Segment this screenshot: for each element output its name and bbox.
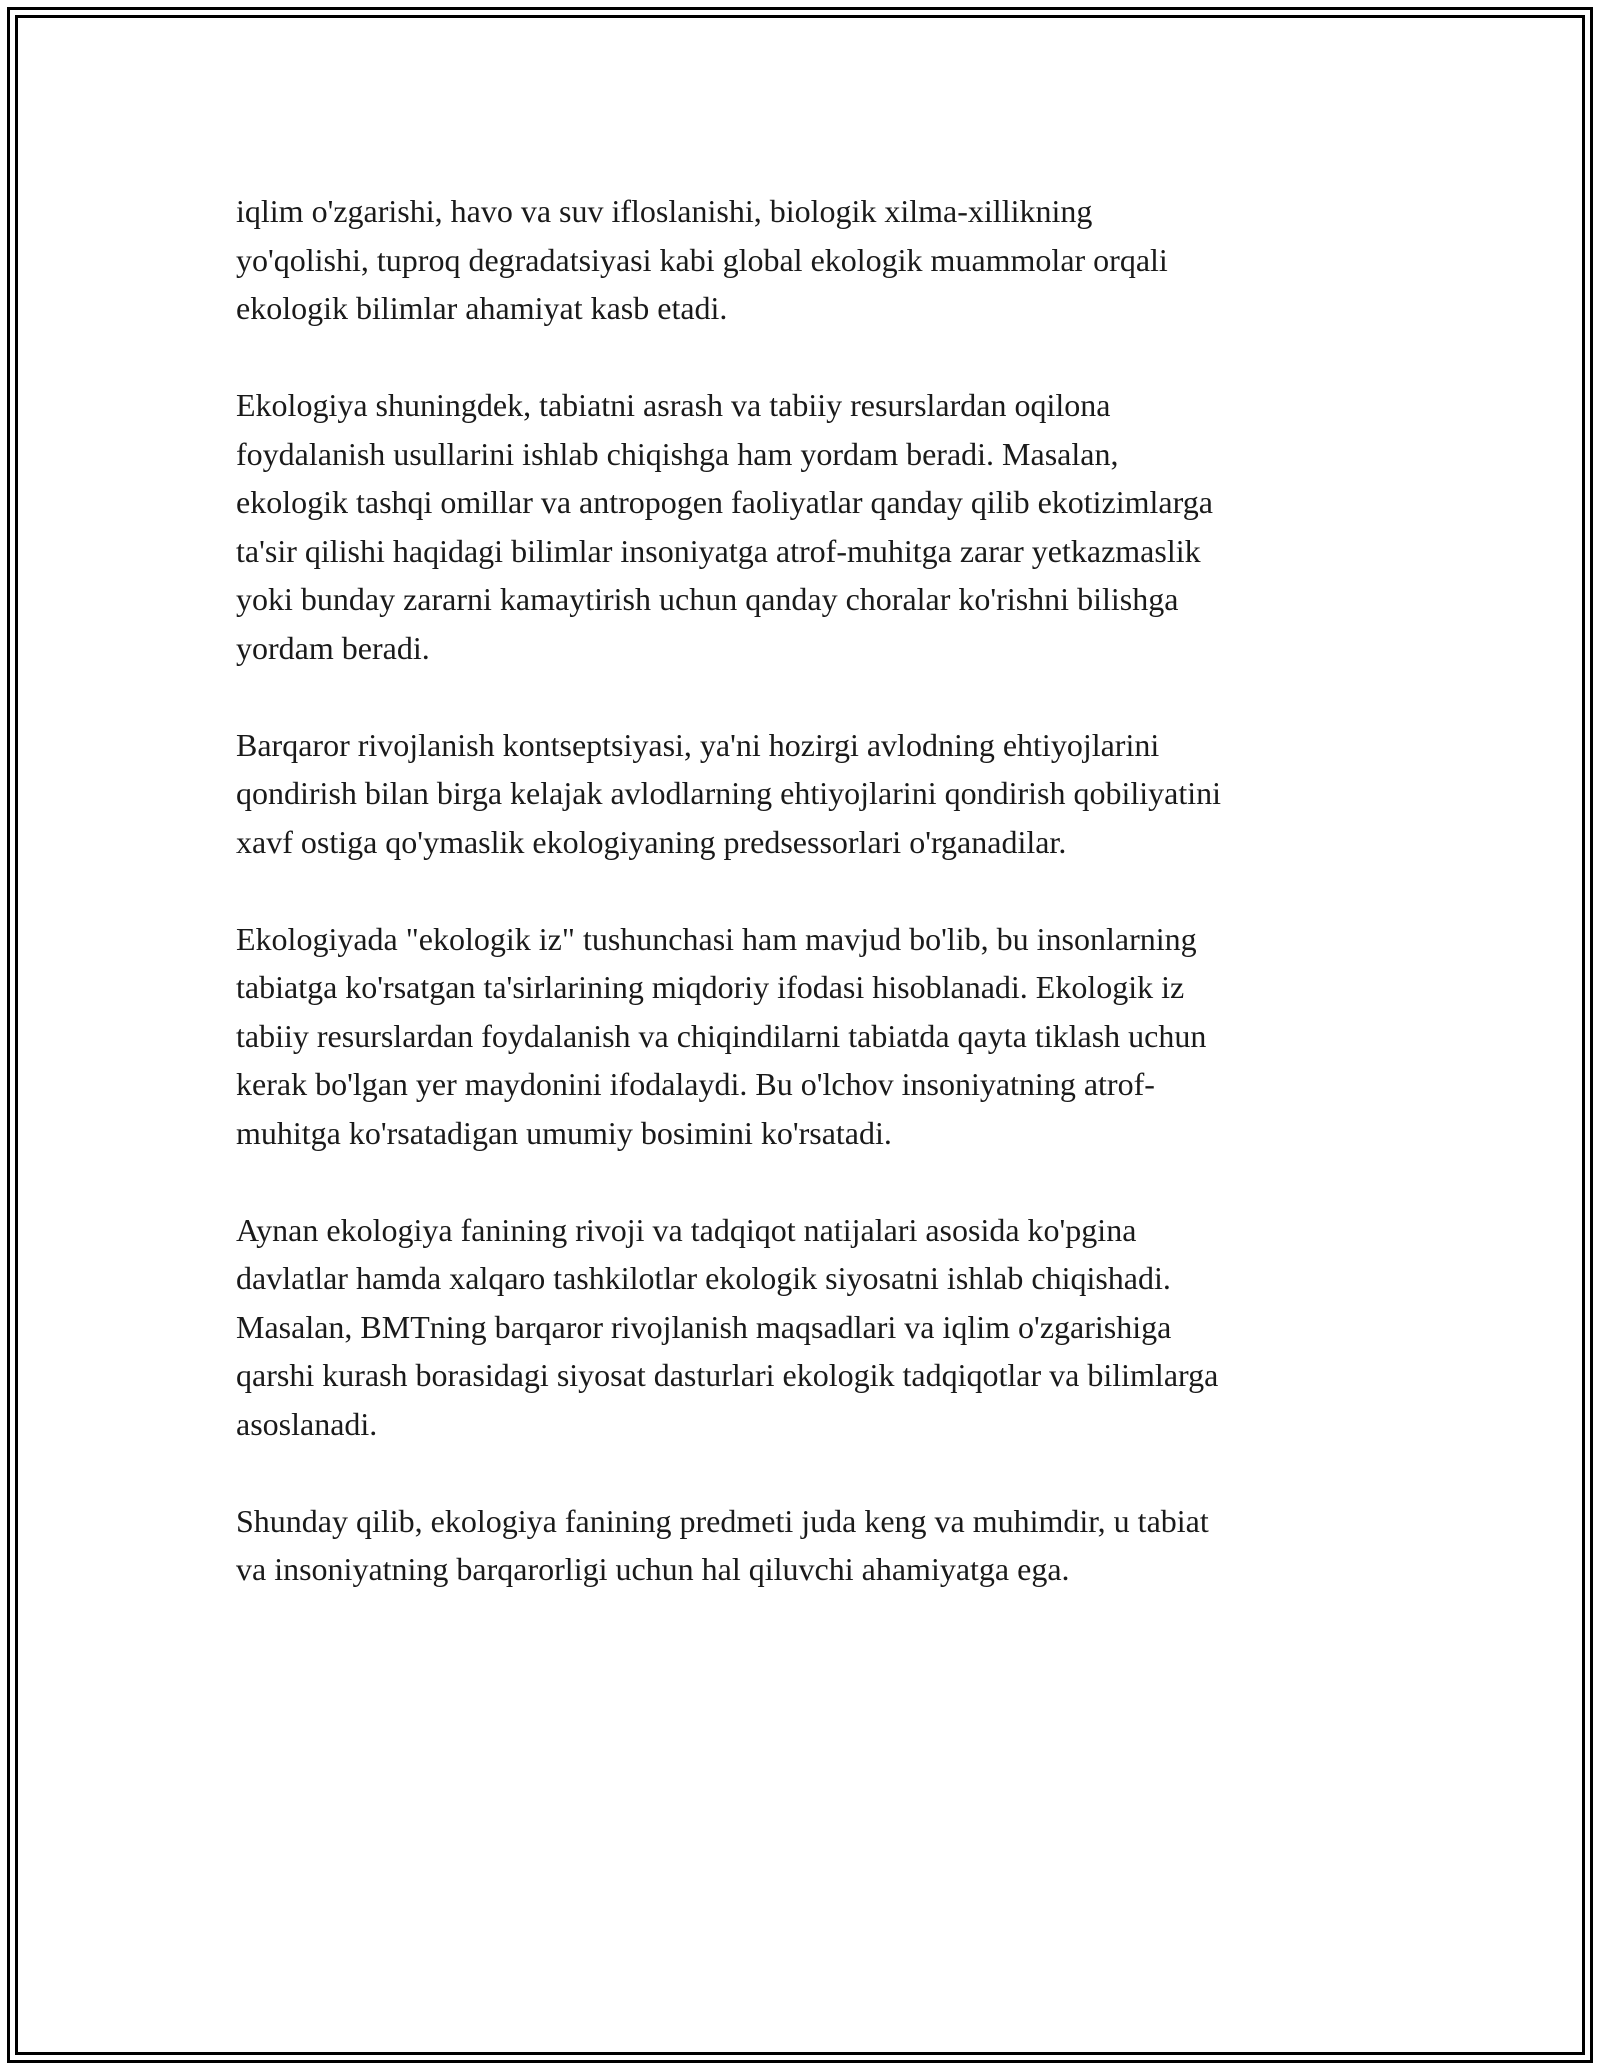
paragraph-line: qarshi kurash borasidagi siyosat dasturlari ekologik tadqiqotlar va bilimlarga bbox=[236, 1357, 1219, 1393]
paragraph-line: Masalan, BMTning barqaror rivojlanish maqsadlari va iqlim o'zgarishiga bbox=[236, 1308, 1172, 1345]
paragraph-line: foydalanish usullarini ishlab chiqishga ham yordam beradi. Masalan, bbox=[236, 435, 1119, 472]
paragraph-line: yoki bunday zararni kamaytirish uchun qanday choralar ko'rishni bilishga bbox=[236, 581, 1179, 617]
paragraph-line: Barqaror rivojlanish kontseptsiyasi, ya'ni hozirgi avlodning ehtiyojlarini bbox=[236, 726, 1160, 763]
paragraph-line: ekologik bilimlar ahamiyat kasb etadi. bbox=[236, 290, 728, 326]
document-body bbox=[236, 187, 1386, 1594]
paragraph-line: Aynan ekologiya fanining rivoji va tadqiqot natijalari asosida ko'pgina bbox=[236, 1211, 1137, 1248]
paragraph-line: tabiiy resurslardan foydalanish va chiqindilarni tabiatda qayta tiklash uchun bbox=[236, 1017, 1207, 1054]
paragraph-line: muhitga ko'rsatadigan umumiy bosimini ko'rsatadi. bbox=[236, 1114, 892, 1151]
paragraph-line: ta'sir qilishi haqidagi bilimlar insoniyatga atrof-muhitga zarar yetkazmaslik bbox=[236, 532, 1201, 569]
paragraph-spacer bbox=[236, 672, 1386, 721]
paragraph-line: xavf ostiga qo'ymaslik ekologiyaning predsessorlari o'rganadilar. bbox=[236, 823, 1067, 860]
paragraph-line: ekologik tashqi omillar va antropogen faoliyatlar qanday qilib ekotizimlarga bbox=[236, 484, 1213, 520]
paragraph-line: qondirish bilan birga kelajak avlodlarning ehtiyojlarini qondirish qobiliyatini bbox=[236, 775, 1222, 811]
paragraph-5 bbox=[236, 1206, 1386, 1449]
paragraph-line: kerak bo'lgan yer maydonini ifodalaydi. Bu o'lchov insoniyatning atrof- bbox=[236, 1066, 1155, 1102]
paragraph-line: tabiatga ko'rsatgan ta'sirlarining miqdoriy ifodasi hisoblanadi. Ekologik iz bbox=[236, 969, 1185, 1005]
paragraph-spacer bbox=[236, 333, 1386, 382]
paragraph-spacer bbox=[236, 866, 1386, 915]
paragraph-line: va insoniyatning barqarorligi uchun hal qiluvchi ahamiyatga ega. bbox=[236, 1551, 1070, 1587]
paragraph-line: iqlim o'zgarishi, havo va suv ifloslanishi, biologik xilma-xillikning bbox=[236, 193, 1093, 229]
paragraph-spacer bbox=[236, 1157, 1386, 1206]
paragraph-4 bbox=[236, 915, 1386, 1158]
paragraph-3 bbox=[236, 721, 1386, 867]
paragraph-line: Ekologiya shuningdek, tabiatni asrash va tabiiy resurslardan oqilona bbox=[236, 387, 1111, 423]
paragraph-2 bbox=[236, 381, 1386, 672]
paragraph-line: yo'qolishi, tuproq degradatsiyasi kabi global ekologik muammolar orqali bbox=[236, 241, 1168, 278]
paragraph-line: yordam beradi. bbox=[236, 629, 430, 666]
paragraph-line: Shunday qilib, ekologiya fanining predmeti juda keng va muhimdir, u tabiat bbox=[236, 1502, 1209, 1539]
paragraph-spacer bbox=[236, 1448, 1386, 1497]
paragraph-line: asoslanadi. bbox=[236, 1405, 378, 1442]
paragraph-1 bbox=[236, 187, 1386, 333]
paragraph-line: Ekologiyada "ekologik iz" tushunchasi ham mavjud bo'lib, bu insonlarning bbox=[236, 920, 1197, 957]
paragraph-line: davlatlar hamda xalqaro tashkilotlar ekologik siyosatni ishlab chiqishadi. bbox=[236, 1260, 1171, 1296]
paragraph-6 bbox=[236, 1497, 1386, 1594]
